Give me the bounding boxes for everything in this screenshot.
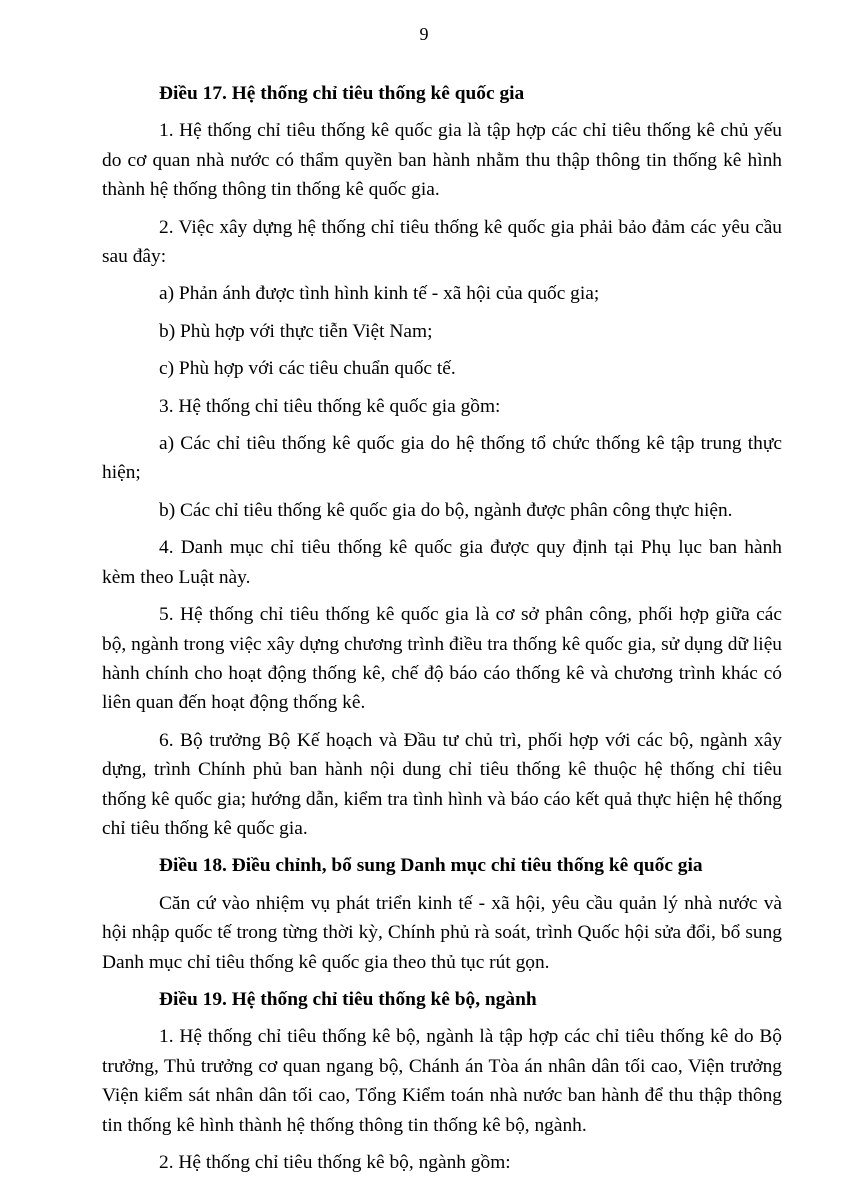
article-17-clause-2-b: b) Phù hợp với thực tiễn Việt Nam; [159, 320, 433, 342]
article-17-clause-3: 3. Hệ thống chỉ tiêu thống kê quốc gia gồm: [159, 395, 501, 417]
article-17-heading: Điều 17. Hệ thống chỉ tiêu thống kê quốc gia [159, 83, 525, 104]
document-body [102, 79, 782, 1185]
page-number: 9 [419, 24, 429, 44]
article-17-clause-3-a: a) Các chỉ tiêu thống kê quốc gia do hệ thống tổ chức thống kê tập trung thực hiện; [102, 433, 782, 484]
article-19-heading: Điều 19. Hệ thống chỉ tiêu thống kê bộ, ngành [159, 988, 537, 1010]
article-17-clause-5: 5. Hệ thống chỉ tiêu thống kê quốc gia là cơ sở phân công, phối hợp giữa các bộ, ngành trong việc xây dựng chương trình điều tra thống kê quốc gia, sử dụng dữ liệu hành chính cho hoạt động thống kê, chế độ báo cáo thống kê và chương trình khác có liên quan đến hoạt động thống kê. [102, 604, 782, 714]
article-17-clause-2: 2. Việc xây dựng hệ thống chỉ tiêu thống kê quốc gia phải bảo đảm các yêu cầu sau đây: [102, 216, 782, 268]
article-17-clause-2-c: c) Phù hợp với các tiêu chuẩn quốc tế. [159, 358, 456, 380]
article-17-clause-6: 6. Bộ trưởng Bộ Kế hoạch và Đầu tư chủ trì, phối hợp với các bộ, ngành xây dựng, trình Chính phủ ban hành nội dung chỉ tiêu thống kê thuộc hệ thống chỉ tiêu thống kê quốc gia; hướng dẫn, kiểm tra tình hình và báo cáo kết quả thực hiện hệ thống chỉ tiêu thống kê quốc gia. [102, 729, 782, 839]
article-17-clause-2-a: a) Phản ánh được tình hình kinh tế - xã hội của quốc gia; [159, 283, 600, 305]
article-18-heading: Điều 18. Điều chỉnh, bổ sung Danh mục chỉ tiêu thống kê quốc gia [159, 855, 703, 877]
article-18-body: Căn cứ vào nhiệm vụ phát triển kinh tế - xã hội, yêu cầu quản lý nhà nước và hội nhập quốc tế trong từng thời kỳ, Chính phủ rà soát, trình Quốc hội sửa đổi, bổ sung Danh mục chỉ tiêu thống kê quốc gia theo thủ tục rút gọn. [102, 892, 782, 973]
article-19-clause-1: 1. Hệ thống chỉ tiêu thống kê bộ, ngành là tập hợp các chỉ tiêu thống kê do Bộ trưởng, Thủ trưởng cơ quan ngang bộ, Chánh án Tòa án nhân dân tối cao, Viện trưởng Viện kiểm sát nhân dân tối cao, Tổng Kiểm toán nhà nước ban hành để thu thập thông tin thống kê hình thành hệ thống thông tin thống kê bộ, ngành. [102, 1026, 782, 1136]
article-17-clause-3-b: b) Các chỉ tiêu thống kê quốc gia do bộ, ngành được phân công thực hiện. [159, 499, 733, 521]
article-17-clause-4: 4. Danh mục chỉ tiêu thống kê quốc gia được quy định tại Phụ lục ban hành kèm theo Luật này. [102, 537, 782, 588]
article-19-clause-2: 2. Hệ thống chỉ tiêu thống kê bộ, ngành gồm: [159, 1152, 511, 1173]
article-17-clause-1: 1. Hệ thống chỉ tiêu thống kê quốc gia là tập hợp các chỉ tiêu thống kê chủ yếu do cơ quan nhà nước có thẩm quyền ban hành nhằm thu thập thông tin thống kê hình thành hệ thống thông tin thống kê quốc gia. [102, 120, 782, 201]
